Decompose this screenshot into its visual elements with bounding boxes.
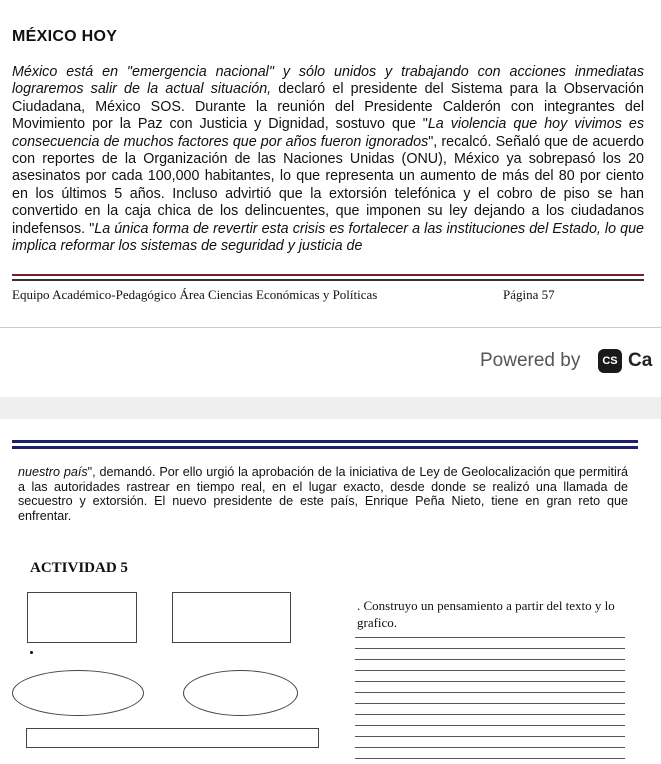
writing-line: [355, 670, 625, 671]
diagram-oval-2: [183, 670, 298, 716]
section-title: MÉXICO HOY: [12, 28, 118, 45]
gray-band: [0, 397, 661, 419]
page-footer: [12, 287, 644, 303]
writing-line: [355, 692, 625, 693]
continuation-paragraph: [18, 465, 628, 523]
activity-title: ACTIVIDAD 5: [30, 560, 128, 576]
footer-rule-dark: [12, 279, 644, 281]
diagram-oval-1: [12, 670, 144, 716]
paragraph-italic-1: México está en "emergencia nacional" y sólo unidos y trabajando con acciones inmediatas lograremos salir de la actual situación,: [12, 64, 644, 98]
paragraph-quote-1: La violencia que hoy vivimos es consecuencia de muchos factores que por años fueron ignorados: [12, 116, 644, 150]
continuation-italic: nuestro país: [18, 465, 88, 479]
writing-line: [355, 703, 625, 704]
diagram-rectangle-2: [172, 592, 291, 643]
writing-line: [355, 648, 625, 649]
writing-line: [355, 736, 625, 737]
paragraph-text-2: declaró el presidente del Sistema para la Observación Ciudadana, México SOS. Durante la reunión del Presidente Calderón con integrantes del Movimiento por la Paz con Justicia y Dignidad, sostuvo que ": [12, 81, 644, 133]
footer-team: Equipo Académico-Pedagógico Área Ciencias Económicas y Políticas: [12, 287, 378, 302]
camscanner-logo-icon: CS: [598, 349, 622, 373]
writing-line: [355, 681, 625, 682]
writing-line: [355, 758, 625, 759]
page-separator: [0, 327, 661, 328]
paragraph-text-4: ", recalcó. Señaló que de acuerdo con reportes de la Organización de las Naciones Unidas (ONU), México ya sobrepasó los 20 asesinatos por cada 100,000 habitantes, lo que representa un aumento de más del 80 por ciento en los últimos 5 años. Incluso advirtió que la extorsión telefónica y el cobro de piso se han convertido en la caja chica de los delincuentes, que imponen su ley dejando a los ciudadanos indefensos. ": [12, 133, 644, 237]
writing-line: [355, 747, 625, 748]
paragraph-quote-2: La única forma de revertir esta crisis es fortalecer a las instituciones del Estado, lo que implica reformar los sistemas de seguridad y justicia de: [12, 220, 644, 255]
header-rule-top: [12, 440, 638, 443]
brand-name: Ca: [628, 350, 653, 371]
page-number: Página 57: [503, 287, 555, 302]
footer-rule-red: [12, 274, 644, 276]
activity-instruction: . Construyo un pensamiento a partir del texto y lo grafico.: [357, 598, 615, 630]
diagram-long-rectangle: [26, 728, 319, 748]
writing-line: [355, 659, 625, 660]
powered-by-label: Powered by: [480, 350, 581, 371]
continuation-text: ", demandó. Por ello urgió la aprobación de la iniciativa de Ley de Geolocalización que permitirá a las autoridades rastrear en tiempo real, en el lugar exacto, desde donde se realizó una llamada de secuestro y extorsión. El nuevo presidente de este país, Enrique Peña Nieto, tiene en gran reto que enfrentar.: [18, 465, 629, 523]
writing-line: [355, 714, 625, 715]
diagram-rectangle-1: [27, 592, 137, 643]
writing-line: [355, 725, 625, 726]
writing-line: [355, 637, 625, 638]
bullet-dot: [30, 651, 33, 654]
header-rule-bottom: [12, 446, 638, 449]
article-paragraph: [12, 64, 644, 255]
